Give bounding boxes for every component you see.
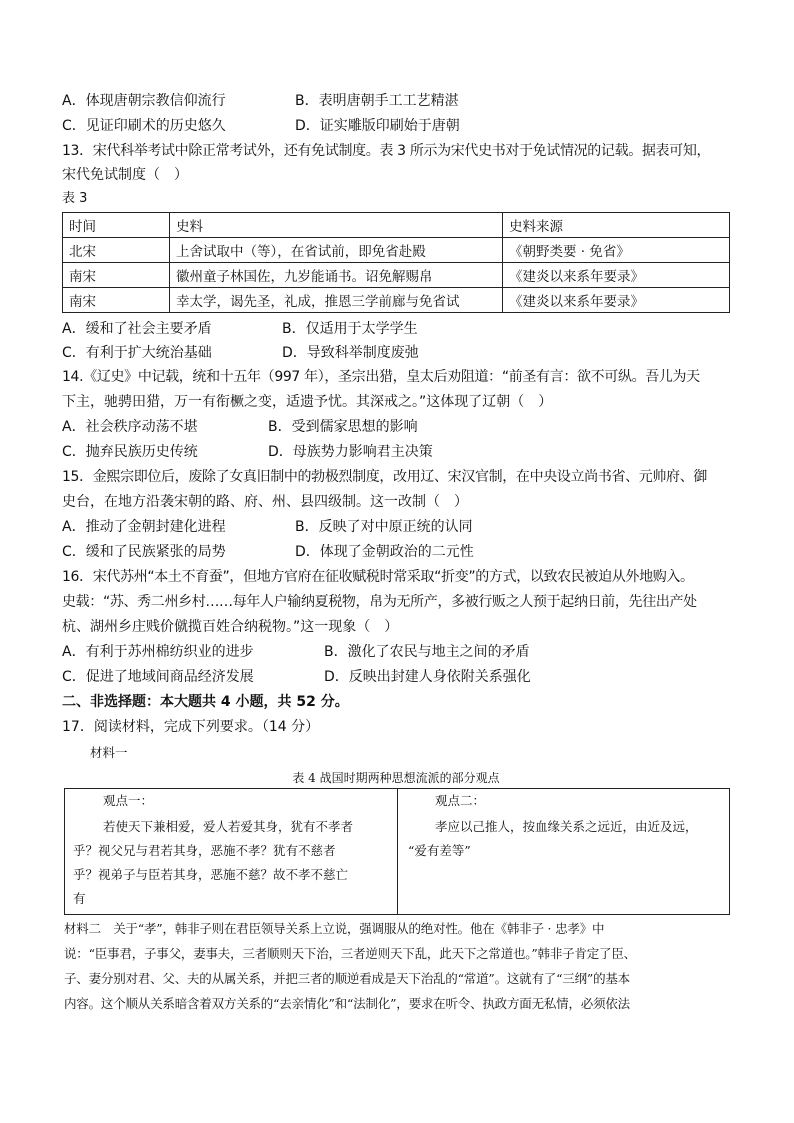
table-4 bbox=[64, 788, 730, 915]
material1-label: 材料一 bbox=[90, 745, 128, 760]
view1-text: 乎？视弟子与臣若其身，恶施不慈？故不孝不慈亡 bbox=[73, 867, 349, 882]
table-3 bbox=[62, 212, 730, 313]
table-header-row bbox=[63, 213, 730, 238]
view2-cell bbox=[398, 789, 729, 914]
table4-caption: 表 4 战国时期两种思想流派的部分观点 bbox=[292, 771, 500, 785]
q16-stem-cont2: 杭、湖州乡庄贱价僦揽百姓合纳税物。”这一现象（ ） bbox=[62, 619, 399, 635]
q13-option-c[interactable]: C．有利于扩大统治基础 bbox=[62, 345, 212, 361]
q14-stem: 14.《辽史》中记载，统和十五年（997 年），圣宗出猎，皇太后劝阻道：“前圣有言：欲不可纵。吾儿为天 bbox=[62, 369, 700, 385]
material2-text: 内容。这个顺从关系暗含着双方关系的“去亲情化”和“法制化”，要求在听令、执政方面无私情，必须依法 bbox=[64, 996, 630, 1011]
table-cell: 《建炎以来系年要录》 bbox=[503, 263, 730, 288]
table-cell: 幸太学，谒先圣，礼成，推恩三学前廊与免省试 bbox=[170, 288, 503, 313]
table-cell: 《建炎以来系年要录》 bbox=[503, 288, 730, 313]
table-cell: 南宋 bbox=[63, 263, 170, 288]
view2-label: 观点二： bbox=[435, 793, 486, 808]
view2-text: “爱有差等” bbox=[408, 843, 471, 858]
table-cell: 上舍试取中（等），在省试前，即免省赴殿 bbox=[170, 238, 503, 263]
q15-stem: 15．金熙宗即位后，废除了女真旧制中的勃极烈制度，改用辽、宋汉官制，在中央设立尚书省、元帅府、御 bbox=[62, 469, 708, 485]
q15-option-b[interactable]: B．反映了对中原正统的认同 bbox=[295, 519, 473, 535]
q14-option-d[interactable]: D．母族势力影响君主决策 bbox=[268, 444, 433, 460]
q15-option-c[interactable]: C．缓和了民族紧张的局势 bbox=[62, 544, 226, 560]
q17-stem: 17．阅读材料，完成下列要求。（14 分） bbox=[62, 719, 320, 735]
section-heading: 二、非选择题：本大题共 4 小题，共 52 分。 bbox=[62, 694, 349, 710]
q14-option-a[interactable]: A．社会秩序动荡不堪 bbox=[62, 419, 198, 435]
view2-text: 孝应以己推人，按血缘关系之远近，由近及远， bbox=[435, 819, 698, 834]
q13-option-b[interactable]: B．仅适用于太学学生 bbox=[282, 321, 418, 337]
table-header-cell: 史料 bbox=[170, 213, 503, 238]
q14-option-c[interactable]: C．抛弃民族历史传统 bbox=[62, 444, 198, 460]
q13-stem-cont: 宋代免试制度（ ） bbox=[62, 167, 188, 183]
table-cell: 南宋 bbox=[63, 288, 170, 313]
view1-text: 若使天下兼相爱，爱人若爱其身，犹有不孝者 bbox=[103, 819, 354, 834]
view1-text: 乎？视父兄与君若其身，恶施不孝？犹有不慈者 bbox=[73, 843, 336, 858]
table-cell: 北宋 bbox=[63, 238, 170, 263]
q15-option-a[interactable]: A．推动了金朝封建化进程 bbox=[62, 519, 226, 535]
table-cell: 《朝野类要 · 免省》 bbox=[503, 238, 730, 263]
q12-option-b[interactable]: B．表明唐朝手工工艺精湛 bbox=[295, 93, 459, 109]
material2-text: 子、妻分别对君、父、夫的从属关系，并把三者的顺逆看成是天下治乱的“常道”。这就有了“三纲”的基本 bbox=[64, 971, 630, 986]
q12-option-c[interactable]: C．见证印刷术的历史悠久 bbox=[62, 118, 226, 134]
view1-label: 观点一： bbox=[103, 793, 154, 808]
q12-option-d[interactable]: D．证实雕版印刷始于唐朝 bbox=[295, 118, 460, 134]
q16-option-a[interactable]: A．有利于苏州棉纺织业的进步 bbox=[62, 644, 254, 660]
q16-stem: 16．宋代苏州“本土不育蚕”，但地方官府在征收赋税时常采取“折变”的方式，以致农民被迫从外地购入。 bbox=[62, 569, 694, 585]
table-header-cell: 史料来源 bbox=[503, 213, 730, 238]
q15-stem-cont: 史台，在地方沿袭宋朝的路、府、州、县四级制。这一改制（ ） bbox=[62, 494, 468, 510]
view1-text: 有 bbox=[73, 891, 86, 906]
q13-option-a[interactable]: A．缓和了社会主要矛盾 bbox=[62, 321, 212, 337]
q14-option-b[interactable]: B．受到儒家思想的影响 bbox=[268, 419, 418, 435]
q13-option-d[interactable]: D．导致科举制度废弛 bbox=[282, 345, 419, 361]
table-row bbox=[63, 238, 730, 263]
q16-stem-cont: 史载：“苏、秀二州乡村……每年人户输纳夏税物，帛为无所产，多被行贩之人预于起纳日前，先往出产处 bbox=[62, 594, 697, 610]
q15-option-d[interactable]: D．体现了金朝政治的二元性 bbox=[295, 544, 474, 560]
table-cell: 徽州童子林国佐，九岁能诵书。诏免解赐帛 bbox=[170, 263, 503, 288]
material2-text: 材料二 关于“孝”，韩非子则在君臣领导关系上立说，强调服从的绝对性。他在《韩非子 · 忠孝》中 bbox=[64, 921, 605, 936]
table-row bbox=[63, 263, 730, 288]
table3-label: 表 3 bbox=[62, 191, 88, 206]
q13-stem: 13．宋代科举考试中除正常考试外，还有免试制度。表 3 所示为宋代史书对于免试情况的记载。据表可知， bbox=[62, 143, 711, 159]
view1-cell bbox=[65, 789, 398, 914]
q16-option-d[interactable]: D．反映出封建人身依附关系强化 bbox=[324, 669, 531, 685]
q12-option-a[interactable]: A．体现唐朝宗教信仰流行 bbox=[62, 93, 226, 109]
table-row bbox=[63, 288, 730, 313]
table-header-cell: 时间 bbox=[63, 213, 170, 238]
q14-stem-cont: 下主，驰骋田猎，万一有衔橛之变，适遗予忧。其深戒之。”这体现了辽朝（ ） bbox=[62, 394, 553, 410]
q16-option-c[interactable]: C．促进了地域间商品经济发展 bbox=[62, 669, 254, 685]
q16-option-b[interactable]: B．激化了农民与地主之间的矛盾 bbox=[324, 644, 530, 660]
material2-text: 说：“臣事君，子事父，妻事夫，三者顺则天下治，三者逆则天下乱，此天下之常道也。”韩非子肯定了臣、 bbox=[64, 946, 636, 961]
